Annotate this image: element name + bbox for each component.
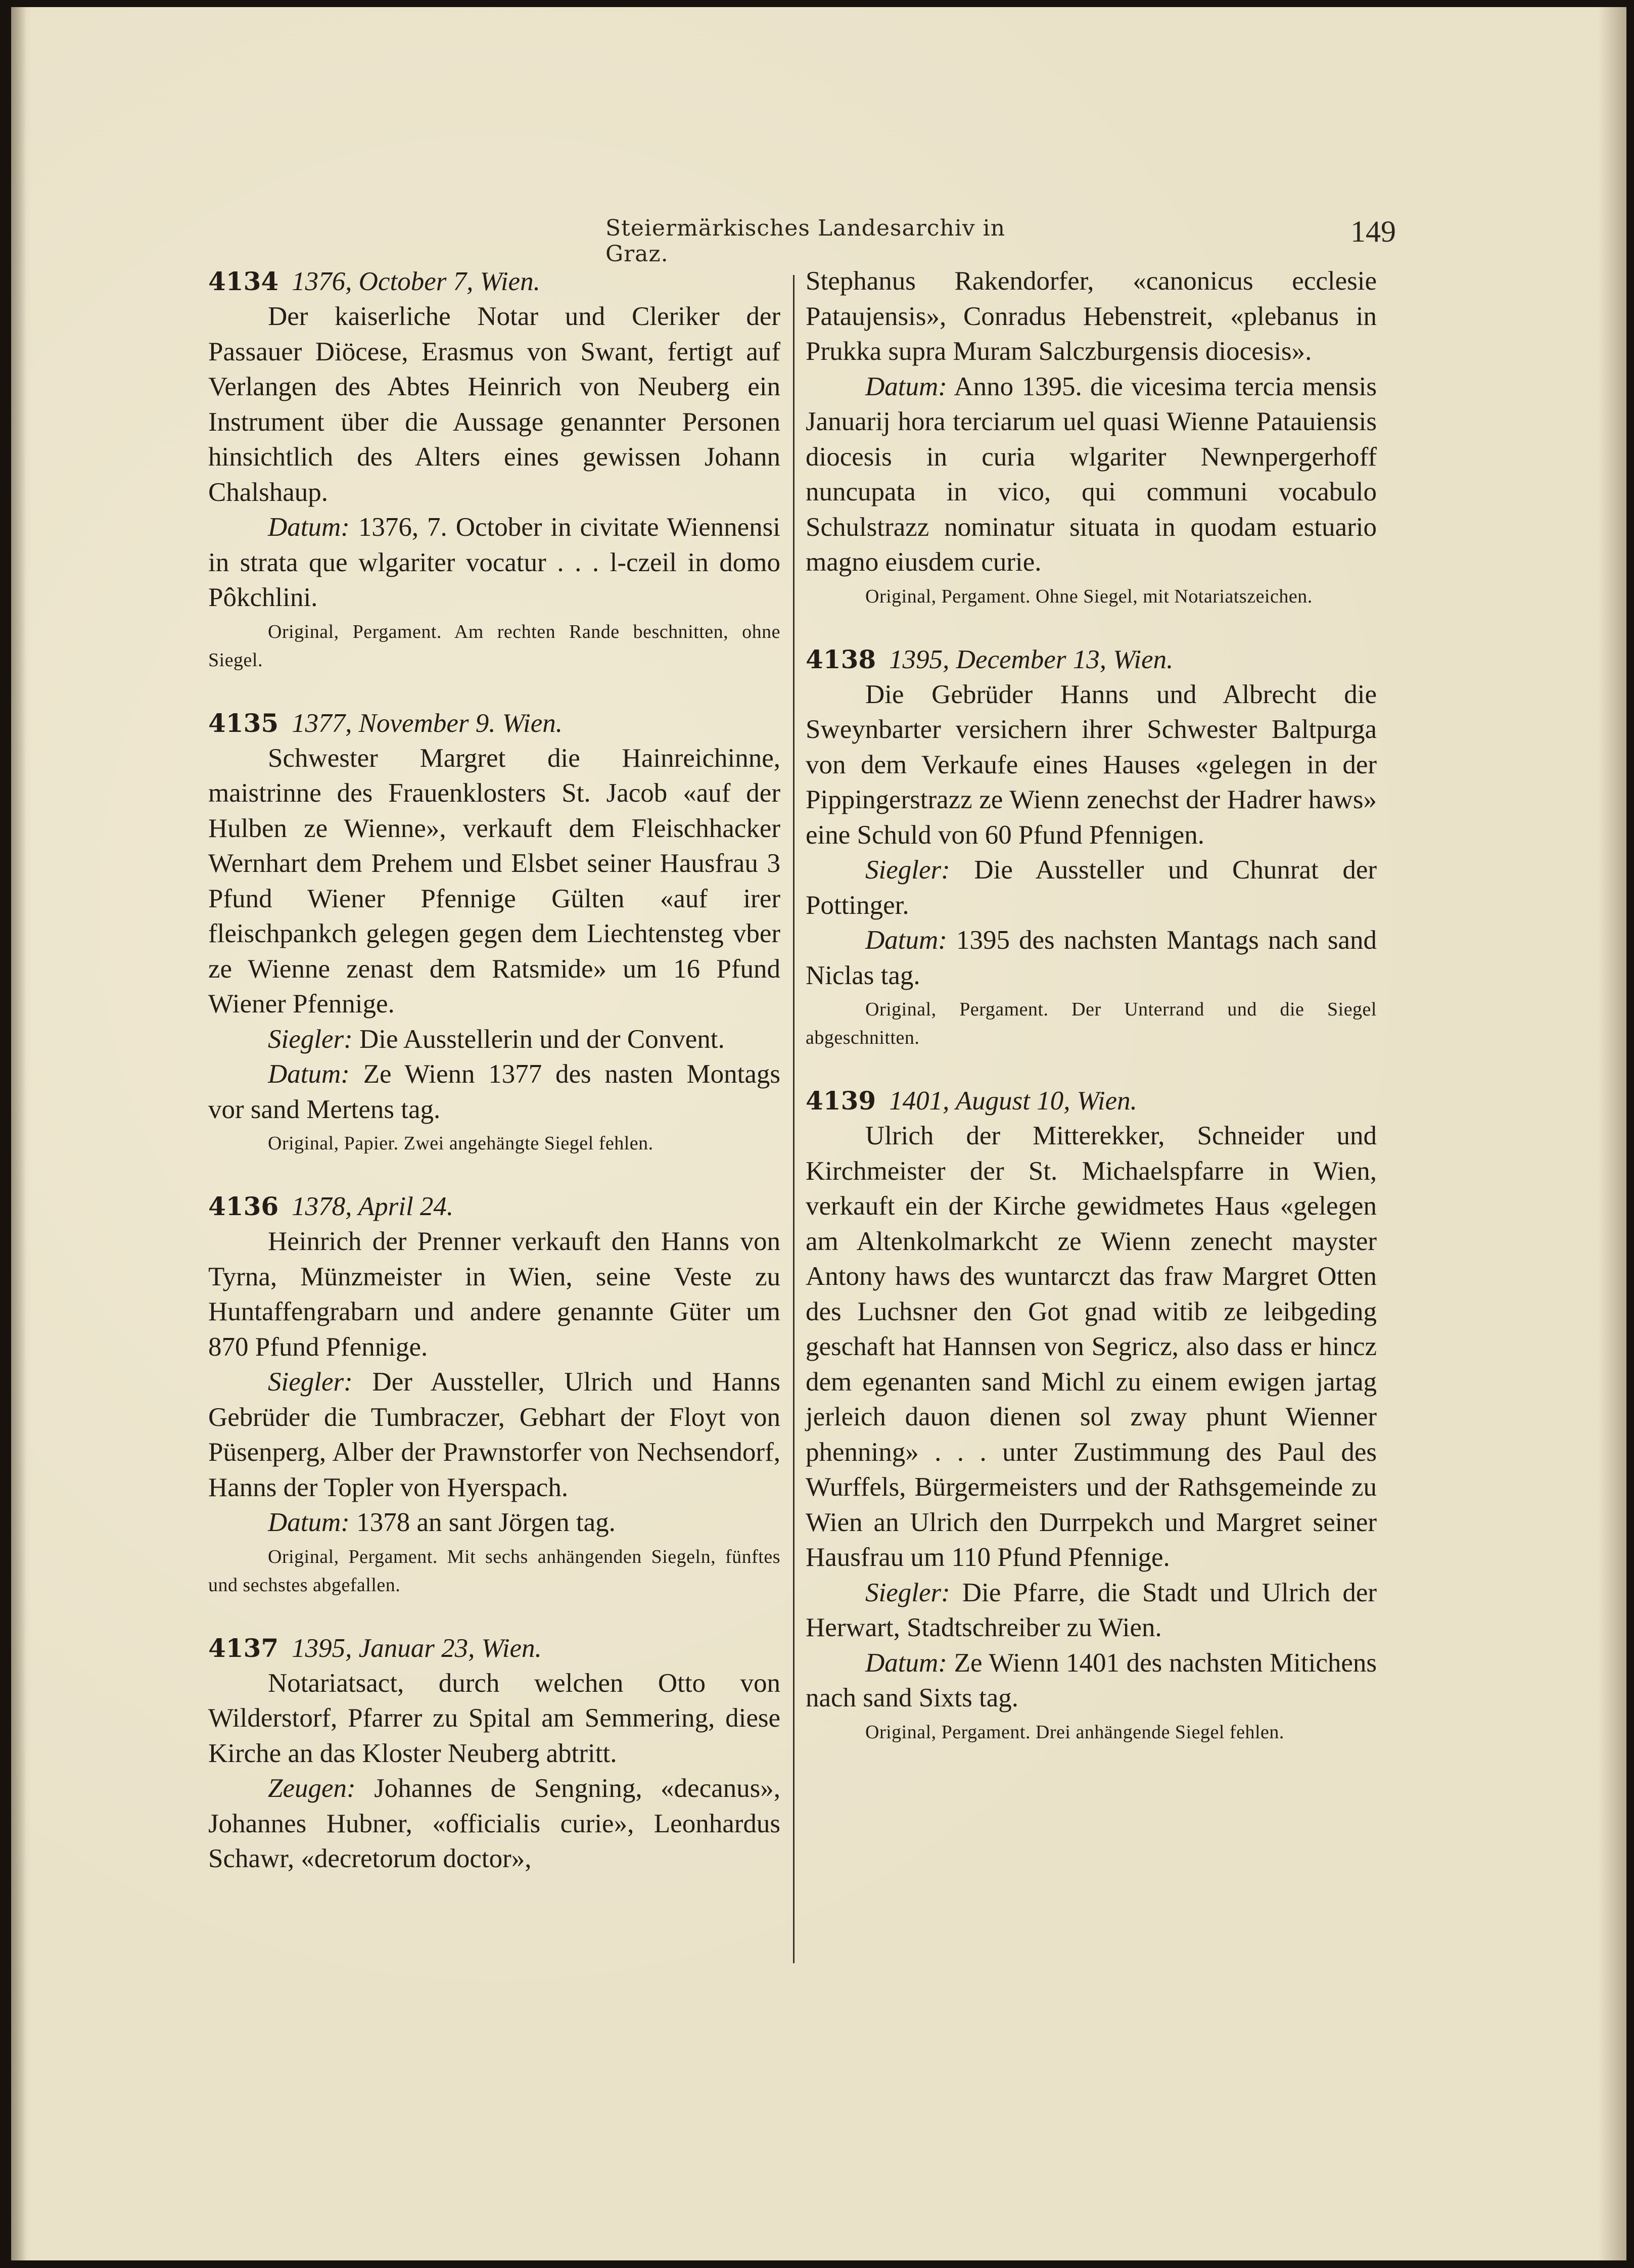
field-value: Die Aussteller und Chunrat der Pottinger. [806, 855, 1377, 920]
entry-heading [208, 264, 780, 299]
left-column [208, 264, 780, 1877]
field-label: Zeugen: [268, 1774, 356, 1803]
entry-text: Die Gebrüder Hanns und Albrecht die Sweynbarter versichern ihrer Schwester Baltpurga von dem Verkaufe eines Hauses «gelegen in der Pippingerstrazz ze Wienn zenechst der Hadrer haws» eine Schuld von 60 Pfund Pfennigen. [806, 679, 1377, 850]
entry-text: Der kaiserliche Notar und Cleriker der Passauer Diöcese, Erasmus von Swant, fertigt auf Verlangen des Abtes Heinrich von Neuberg ein Instrument über die Aussage genannter Personen hinsichtlich des Alters eines gewissen Johann Chalshaup. [208, 302, 780, 507]
field-label: Siegler: [268, 1024, 353, 1054]
entry-number: 4136 [208, 1191, 279, 1221]
regest-entry [806, 1083, 1377, 1746]
entry-text: Ulrich der Mitterekker, Schneider und Kirchmeister der St. Michaelspfarre in Wien, verkauft ein der Kirche gewidmetes Haus «gelegen am Altenkolmarkcht ze Wienn zenecht mayster Antony haws des wuntarczt das fraw Margret Otten des Luchsner den Got gnad witib ze leibgeding geschaft hat Hannsen von Segricz, also dass er hincz dem egenanten sand Michl zu einem ewigen jartag jerleich dauon dienen sol zway phunt Wienner phenning» . . . unter Zustimmung des Paul des Wurffels, Bürgermeisters und der Rathsgemeinde zu Wien an Ulrich den Durrpekch und Margret seiner Hausfrau um 110 Pfund Pfennige. [806, 1121, 1377, 1572]
entry-number: 4138 [806, 644, 876, 674]
entry-field [806, 1646, 1377, 1716]
entry-heading [208, 706, 780, 741]
entry-number: 4137 [208, 1633, 279, 1663]
entry-heading [806, 642, 1377, 677]
spine-shadow [11, 7, 26, 2260]
field-value: Ze Wienn 1377 des nasten Montags vor sand Mertens tag. [208, 1059, 781, 1124]
field-label: Datum: [268, 1059, 350, 1089]
entry-field [208, 1057, 780, 1127]
field-value: 1395 des nachsten Mantags nach sand Niclas tag. [806, 925, 1377, 990]
entry-note: Original, Pergament. Drei anhängende Siegel fehlen. [865, 1721, 1284, 1743]
entry-field [208, 1022, 780, 1057]
field-value: Johannes de Sengning, «decanus», Johannes Hubner, «officialis curie», Leonhardus Schawr, «decretorum doctor», [208, 1774, 780, 1873]
entry-date: 1395, Januar 23, Wien. [292, 1633, 542, 1663]
field-value: Ze Wienn 1401 des nachsten Mitichens nach sand Sixts tag. [806, 1648, 1377, 1712]
entry-note: Original, Pergament. Mit sechs anhängenden Siegeln, fünftes und sechstes abgefallen. [208, 1546, 780, 1596]
entry-text: Schwester Margret die Hainreichinne, maistrinne des Frauenklosters St. Jacob «auf der Hulben ze Wienne», verkauft dem Fleischhacker Wernhart dem Prehem und Elsbet seiner Hausfrau 3 Pfund Wiener Pfennige Gülten «auf irer fleischpankch gelegen gegen dem Liechtensteg vber ze Wienne zenast dem Ratsmide» um 16 Pfund Wiener Pfennige. [208, 743, 780, 1019]
page-number: 149 [1350, 215, 1396, 248]
column-divider [793, 275, 795, 1963]
field-value: 1376, 7. October in civitate Wiennensi in strata que wlgariter vocatur . . . l-czeil in domo Pôkchlini. [208, 513, 780, 612]
entry-text: Notariatsact, durch welchen Otto von Wilderstorf, Pfarrer zu Spital am Semmering, diese Kirche an das Kloster Neuberg abtritt. [208, 1668, 780, 1768]
entry-field [806, 1576, 1377, 1646]
field-label: Datum: [268, 1508, 350, 1537]
entry-number: 4135 [208, 708, 279, 738]
entry-heading [208, 1631, 780, 1666]
field-label: Siegler: [865, 855, 950, 885]
entry-field [208, 1365, 780, 1505]
entry-date: 1376, October 7, Wien. [292, 267, 540, 296]
field-value: Anno 1395. die vicesima tercia mensis Januarij hora terciarum uel quasi Wienne Patauiensis diocesis in curia wlgariter Newnpergerhoff nuncupata in vico, qui communi vocabulo Schulstrazz nominatur situata in quodam estuario magno eiusdem curie. [806, 372, 1377, 577]
field-label: Datum: [268, 513, 350, 542]
field-value: Der Aussteller, Ulrich und Hanns Gebrüder die Tumbraczer, Gebhart der Floyt von Püsenperg, Alber der Prawnstorfer von Nechsendorf, Hanns der Topler von Hyerspach. [208, 1367, 781, 1502]
entry-date: 1377, November 9. Wien. [292, 708, 563, 738]
running-header: Steiermärkisches Landesarchiv in Graz. [605, 215, 1006, 267]
entry-field [806, 369, 1377, 580]
entry-field [208, 510, 780, 616]
field-value: Die Pfarre, die Stadt und Ulrich der Herwart, Stadtschreiber zu Wien. [806, 1578, 1377, 1642]
entry-note: Original, Pergament. Ohne Siegel, mit Notariatszeichen. [865, 585, 1313, 607]
entry-note: Original, Papier. Zwei angehängte Siegel fehlen. [268, 1133, 653, 1154]
regest-entry [208, 264, 780, 674]
entry-field [208, 1771, 780, 1877]
entry-heading [806, 1083, 1377, 1119]
field-label: Siegler: [268, 1367, 353, 1397]
field-value: 1378 an sant Jörgen tag. [356, 1508, 616, 1537]
entry-field [208, 1505, 780, 1541]
entry-date: 1401, August 10, Wien. [889, 1086, 1137, 1116]
entry-heading [208, 1189, 780, 1224]
field-label: Datum: [865, 925, 947, 955]
entry-field [806, 853, 1377, 923]
regest-entry [208, 1631, 780, 1877]
entry-note: Original, Pergament. Am rechten Rande beschnitten, ohne Siegel. [208, 621, 780, 671]
entry-date: 1395, December 13, Wien. [889, 644, 1174, 674]
book-page [11, 7, 1626, 2260]
entry-number: 4134 [208, 266, 279, 296]
entry-date: 1378, April 24. [292, 1192, 454, 1221]
entry-field [806, 923, 1377, 993]
entry-note: Original, Pergament. Der Unterrand und die Siegel abgeschnitten. [806, 999, 1377, 1048]
field-label: Datum: [865, 372, 947, 401]
field-label: Datum: [865, 1648, 947, 1678]
regest-entry [208, 706, 780, 1158]
field-label: Siegler: [865, 1578, 950, 1607]
entry-number: 4139 [806, 1086, 876, 1116]
entry-text: Heinrich der Prenner verkauft den Hanns von Tyrna, Münzmeister in Wien, seine Veste zu Huntaffengrabarn und andere genannte Güter um 870 Pfund Pfennige. [208, 1227, 780, 1362]
regest-entry [208, 1189, 780, 1599]
right-column [806, 264, 1377, 1746]
continuation-text: Stephanus Rakendorfer, «canonicus ecclesie Pataujensis», Conradus Hebenstreit, «plebanus in Prukka supra Muram Salczburgensis diocesis». [806, 266, 1377, 366]
regest-entry [806, 642, 1377, 1052]
regest-continuation [806, 264, 1377, 611]
field-value: Die Ausstellerin und der Convent. [359, 1024, 725, 1054]
